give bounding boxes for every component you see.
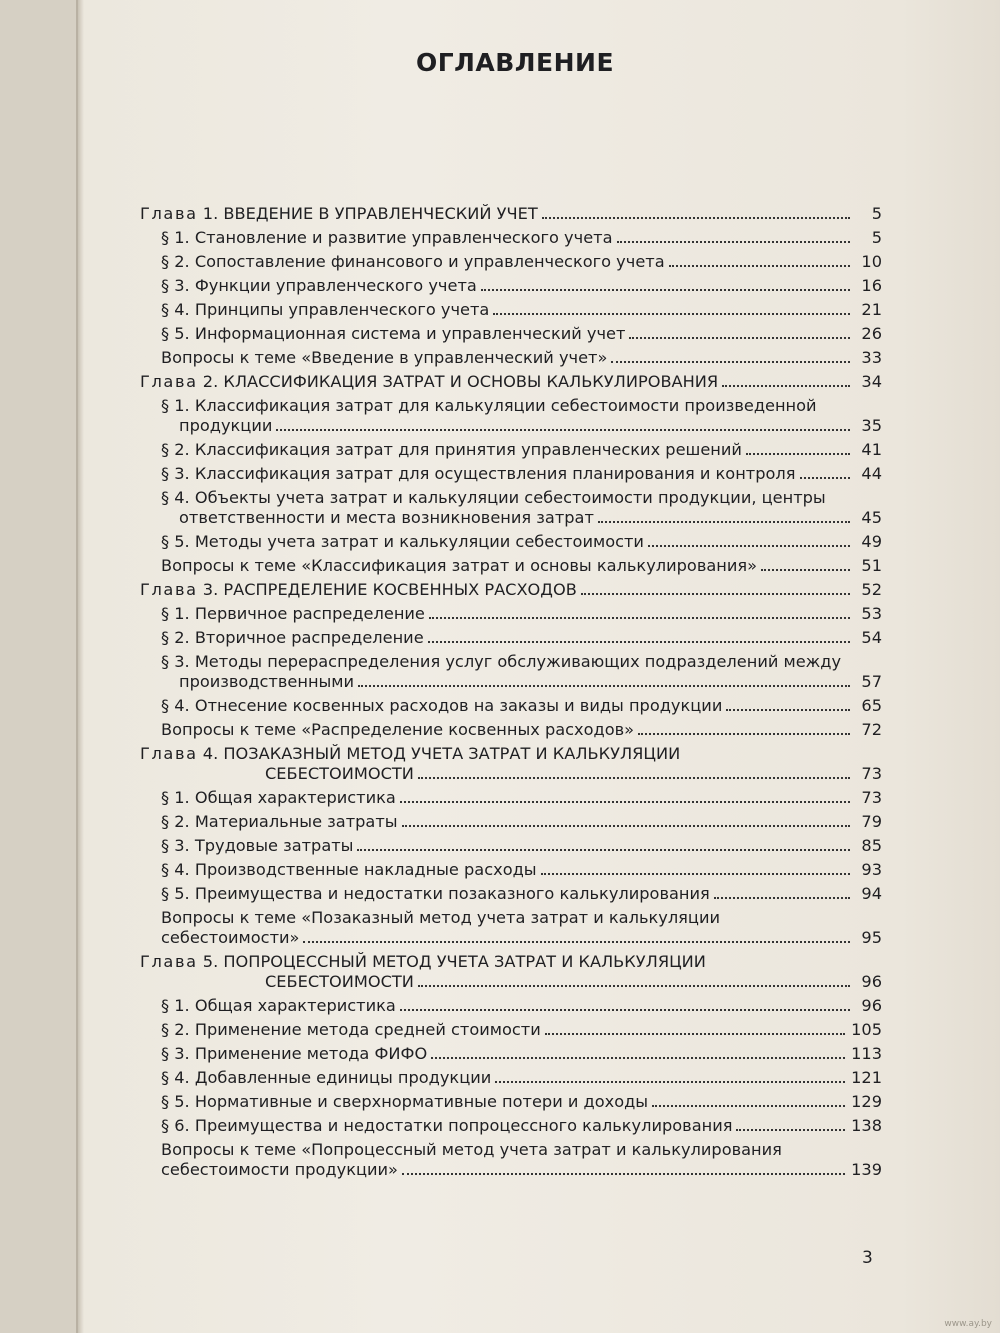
leader-dots <box>428 641 850 643</box>
leader-dots <box>746 453 850 455</box>
leader-dots <box>761 569 850 571</box>
leader-dots <box>736 1129 845 1131</box>
page-title: ОГЛАВЛЕНИЕ <box>415 48 615 77</box>
section-title-line2: продукции <box>179 416 273 435</box>
leader-dots <box>800 477 851 479</box>
questions-title: Вопросы к теме «Распределение косвенных расходов» <box>161 720 635 739</box>
page-ref: 138 <box>851 1116 882 1135</box>
chapter-4-heading <box>140 744 882 784</box>
section-entry <box>140 812 882 832</box>
chapter-prefix: Глава <box>140 580 198 599</box>
chapter-prefix: Глава <box>140 952 198 971</box>
leader-dots <box>652 1105 845 1107</box>
leader-dots <box>629 337 850 339</box>
section-title: § 2. Вторичное распределение <box>161 628 424 647</box>
page-ref: 5 <box>871 228 882 247</box>
section-entry <box>140 1020 882 1040</box>
section-entry <box>140 836 882 856</box>
leader-dots <box>669 265 850 267</box>
page-ref: 85 <box>861 836 882 855</box>
section-title: § 3. Трудовые затраты <box>161 836 354 855</box>
page-ref: 26 <box>861 324 882 343</box>
section-entry <box>140 1068 882 1088</box>
section-title: § 5. Преимущества и недостатки позаказного калькулирования <box>161 884 710 903</box>
section-title: § 5. Нормативные и сверхнормативные потери и доходы <box>161 1092 649 1111</box>
leader-dots <box>357 849 850 851</box>
section-entry <box>140 228 882 248</box>
section-entry <box>140 788 882 808</box>
leader-dots <box>418 777 850 779</box>
section-title: § 4. Добавленные единицы продукции <box>161 1068 492 1087</box>
page-ref: 45 <box>861 508 882 527</box>
section-entry <box>140 884 882 904</box>
leader-dots <box>598 521 850 523</box>
leader-dots <box>545 1033 845 1035</box>
section-entry <box>140 532 882 552</box>
chapter-number: 3. <box>202 580 219 599</box>
page-ref: 10 <box>861 252 882 271</box>
page-ref: 49 <box>861 532 882 551</box>
questions-title-line2: себестоимости продукции» <box>161 1160 398 1179</box>
section-title: § 2. Применение метода средней стоимости <box>161 1020 541 1039</box>
page-ref: 33 <box>861 348 882 367</box>
questions-title: Вопросы к теме «Введение в управленческий учет» <box>161 348 608 367</box>
questions-title-line2: себестоимости» <box>161 928 300 947</box>
leader-dots <box>493 313 850 315</box>
page-ref: 72 <box>861 720 882 739</box>
page-ref: 51 <box>861 556 882 575</box>
chapter-3-heading <box>140 580 882 600</box>
table-of-contents <box>140 200 882 1180</box>
leader-dots <box>541 873 850 875</box>
page-ref: 34 <box>861 372 882 391</box>
section-title-line1: § 3. Методы перераспределения услуг обслуживающих подразделений между <box>161 652 842 671</box>
chapter-title: РАСПРЕДЕЛЕНИЕ КОСВЕННЫХ РАСХОДОВ <box>223 580 577 599</box>
watermark: www.ay.by <box>944 1319 992 1329</box>
section-entry <box>140 652 882 692</box>
section-entry <box>140 276 882 296</box>
page-ref: 16 <box>861 276 882 295</box>
page-ref: 79 <box>861 812 882 831</box>
leader-dots <box>431 1057 845 1059</box>
questions-entry <box>140 1140 882 1180</box>
section-title: § 6. Преимущества и недостатки попроцессного калькулирования <box>161 1116 733 1135</box>
leader-dots <box>481 289 850 291</box>
section-entry <box>140 604 882 624</box>
section-entry <box>140 252 882 272</box>
section-title-line2: ответственности и места возникновения затрат <box>179 508 594 527</box>
leader-dots <box>722 385 850 387</box>
leader-dots <box>617 241 850 243</box>
section-title: § 2. Классификация затрат для принятия управленческих решений <box>161 440 742 459</box>
page-ref: 54 <box>861 628 882 647</box>
section-entry <box>140 1044 882 1064</box>
section-title: § 4. Принципы управленческого учета <box>161 300 490 319</box>
page-ref: 73 <box>861 764 882 783</box>
page-ref: 52 <box>861 580 882 599</box>
questions-entry <box>140 348 882 368</box>
page-number: 3 <box>862 1248 873 1268</box>
section-entry <box>140 300 882 320</box>
section-title-line2: производственными <box>179 672 355 691</box>
section-entry <box>140 324 882 344</box>
leader-dots <box>638 733 850 735</box>
page-ref: 129 <box>851 1092 882 1111</box>
page-ref: 95 <box>861 928 882 947</box>
section-title-line1: § 1. Классификация затрат для калькуляции себестоимости произведенной <box>161 396 817 415</box>
chapter-prefix: Глава <box>140 204 198 223</box>
page-ref: 5 <box>871 204 882 223</box>
leader-dots <box>429 617 850 619</box>
section-entry <box>140 860 882 880</box>
chapter-2-heading <box>140 372 882 392</box>
chapter-number: 4. <box>202 744 219 763</box>
questions-entry <box>140 556 882 576</box>
questions-entry <box>140 720 882 740</box>
leader-dots <box>418 985 850 987</box>
section-title: § 3. Применение метода ФИФО <box>161 1044 428 1063</box>
section-title: § 5. Информационная система и управленческий учет <box>161 324 626 343</box>
questions-title: Вопросы к теме «Классификация затрат и основы калькулирования» <box>161 556 758 575</box>
chapter-prefix: Глава <box>140 744 198 763</box>
page-ref: 96 <box>861 972 882 991</box>
leader-dots <box>276 429 850 431</box>
page-ref: 57 <box>861 672 882 691</box>
section-title: § 2. Материальные затраты <box>161 812 398 831</box>
page-ref: 65 <box>861 696 882 715</box>
leader-dots <box>402 1173 845 1175</box>
book-spine <box>0 0 78 1333</box>
page-ref: 96 <box>861 996 882 1015</box>
page-ref: 53 <box>861 604 882 623</box>
section-entry <box>140 488 882 528</box>
questions-entry <box>140 908 882 948</box>
section-title: § 2. Сопоставление финансового и управленческого учета <box>161 252 665 271</box>
page-ref: 139 <box>851 1160 882 1179</box>
leader-dots <box>400 801 850 803</box>
questions-title-line1: Вопросы к теме «Попроцессный метод учета затрат и калькулирования <box>161 1140 782 1159</box>
leader-dots <box>714 897 850 899</box>
leader-dots <box>648 545 850 547</box>
section-entry <box>140 696 882 716</box>
section-title: § 5. Методы учета затрат и калькуляции себестоимости <box>161 532 644 551</box>
chapter-title: ПОЗАКАЗНЫЙ МЕТОД УЧЕТА ЗАТРАТ И КАЛЬКУЛЯЦИИ <box>223 744 681 763</box>
section-title: § 1. Общая характеристика <box>161 996 396 1015</box>
section-entry <box>140 464 882 484</box>
section-title: § 4. Отнесение косвенных расходов на заказы и виды продукции <box>161 696 723 715</box>
section-title: § 3. Классификация затрат для осуществления планирования и контроля <box>161 464 796 483</box>
page-ref: 21 <box>861 300 882 319</box>
section-title-line1: § 4. Объекты учета затрат и калькуляции себестоимости продукции, центры <box>161 488 826 507</box>
leader-dots <box>726 709 850 711</box>
leader-dots <box>303 941 850 943</box>
page-ref: 41 <box>861 440 882 459</box>
chapter-number: 2. <box>202 372 219 391</box>
chapter-5-heading <box>140 952 882 992</box>
section-entry <box>140 396 882 436</box>
page-ref: 105 <box>851 1020 882 1039</box>
questions-title-line1: Вопросы к теме «Позаказный метод учета затрат и калькуляции <box>161 908 720 927</box>
section-title: § 1. Становление и развитие управленческого учета <box>161 228 613 247</box>
page-ref: 121 <box>851 1068 882 1087</box>
page-ref: 35 <box>861 416 882 435</box>
section-entry <box>140 1116 882 1136</box>
page-ref: 73 <box>861 788 882 807</box>
chapter-1-heading <box>140 204 882 224</box>
leader-dots <box>542 217 850 219</box>
chapter-title-line2: СЕБЕСТОИМОСТИ <box>265 972 414 991</box>
leader-dots <box>402 825 850 827</box>
page-ref: 93 <box>861 860 882 879</box>
leader-dots <box>495 1081 845 1083</box>
chapter-title: КЛАССИФИКАЦИЯ ЗАТРАТ И ОСНОВЫ КАЛЬКУЛИРОВАНИЯ <box>223 372 719 391</box>
chapter-title: ПОПРОЦЕССНЫЙ МЕТОД УЧЕТА ЗАТРАТ И КАЛЬКУЛЯЦИИ <box>223 952 706 971</box>
section-entry <box>140 440 882 460</box>
page-ref: 113 <box>851 1044 882 1063</box>
section-entry <box>140 628 882 648</box>
leader-dots <box>358 685 850 687</box>
section-title: § 1. Общая характеристика <box>161 788 396 807</box>
leader-dots <box>400 1009 850 1011</box>
section-entry <box>140 996 882 1016</box>
section-title: § 4. Производственные накладные расходы <box>161 860 537 879</box>
chapter-number: 1. <box>202 204 219 223</box>
chapter-title: ВВЕДЕНИЕ В УПРАВЛЕНЧЕСКИЙ УЧЕТ <box>223 204 538 223</box>
page-ref: 94 <box>861 884 882 903</box>
page-ref: 44 <box>861 464 882 483</box>
chapter-number: 5. <box>202 952 219 971</box>
chapter-title-line2: СЕБЕСТОИМОСТИ <box>265 764 414 783</box>
section-title: § 1. Первичное распределение <box>161 604 425 623</box>
section-entry <box>140 1092 882 1112</box>
section-title: § 3. Функции управленческого учета <box>161 276 477 295</box>
chapter-prefix: Глава <box>140 372 198 391</box>
leader-dots <box>581 593 850 595</box>
leader-dots <box>611 361 850 363</box>
